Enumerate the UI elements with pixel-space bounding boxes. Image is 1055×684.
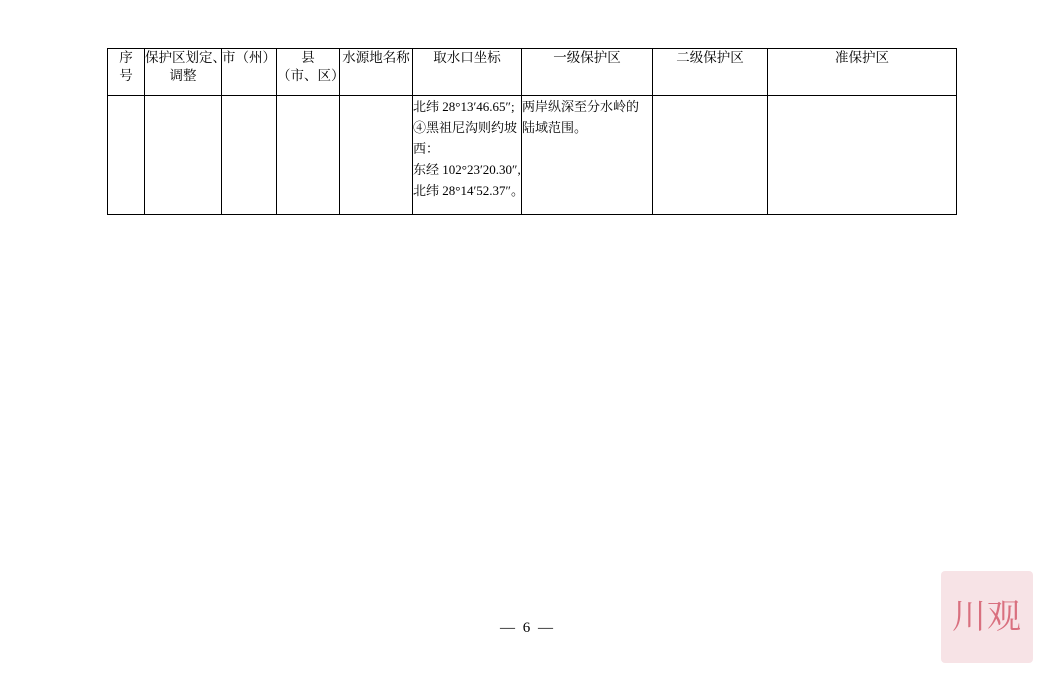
protection-zone-table-container xyxy=(107,48,957,215)
protection-zone-table xyxy=(107,48,957,215)
page-number: — 6 — xyxy=(500,620,555,636)
cell-county xyxy=(277,96,340,215)
cell-level2-zone xyxy=(653,96,768,215)
header-intake-coordinates: 取水口坐标 xyxy=(413,49,522,96)
cell-intake-coordinates: 北纬 28°13′46.65″; ④黑祖尼沟则约坡 西： 东经 102°23′20.30″, 北纬 28°14′52.37″。 xyxy=(413,96,522,215)
cell-level1-zone: 两岸纵深至分水岭的 陆域范围。 xyxy=(522,96,653,215)
header-zone-adjustment: 保护区划定、 调整 xyxy=(145,49,222,96)
header-county: 县 （市、区） xyxy=(277,49,340,96)
header-water-source-name: 水源地名称 xyxy=(340,49,413,96)
watermark-text: 川观 xyxy=(952,597,1022,637)
cell-zone-adjustment xyxy=(145,96,222,215)
header-sequence: 序 号 xyxy=(108,49,145,96)
header-level1-zone: 一级保护区 xyxy=(522,49,653,96)
header-city: 市（州） xyxy=(222,49,277,96)
table-header-row xyxy=(108,49,957,96)
cell-water-source-name xyxy=(340,96,413,215)
cell-city xyxy=(222,96,277,215)
header-level2-zone: 二级保护区 xyxy=(653,49,768,96)
cell-quasi-zone xyxy=(768,96,957,215)
header-quasi-zone: 准保护区 xyxy=(768,49,957,96)
watermark-logo xyxy=(941,571,1033,663)
table-row xyxy=(108,96,957,215)
cell-sequence xyxy=(108,96,145,215)
